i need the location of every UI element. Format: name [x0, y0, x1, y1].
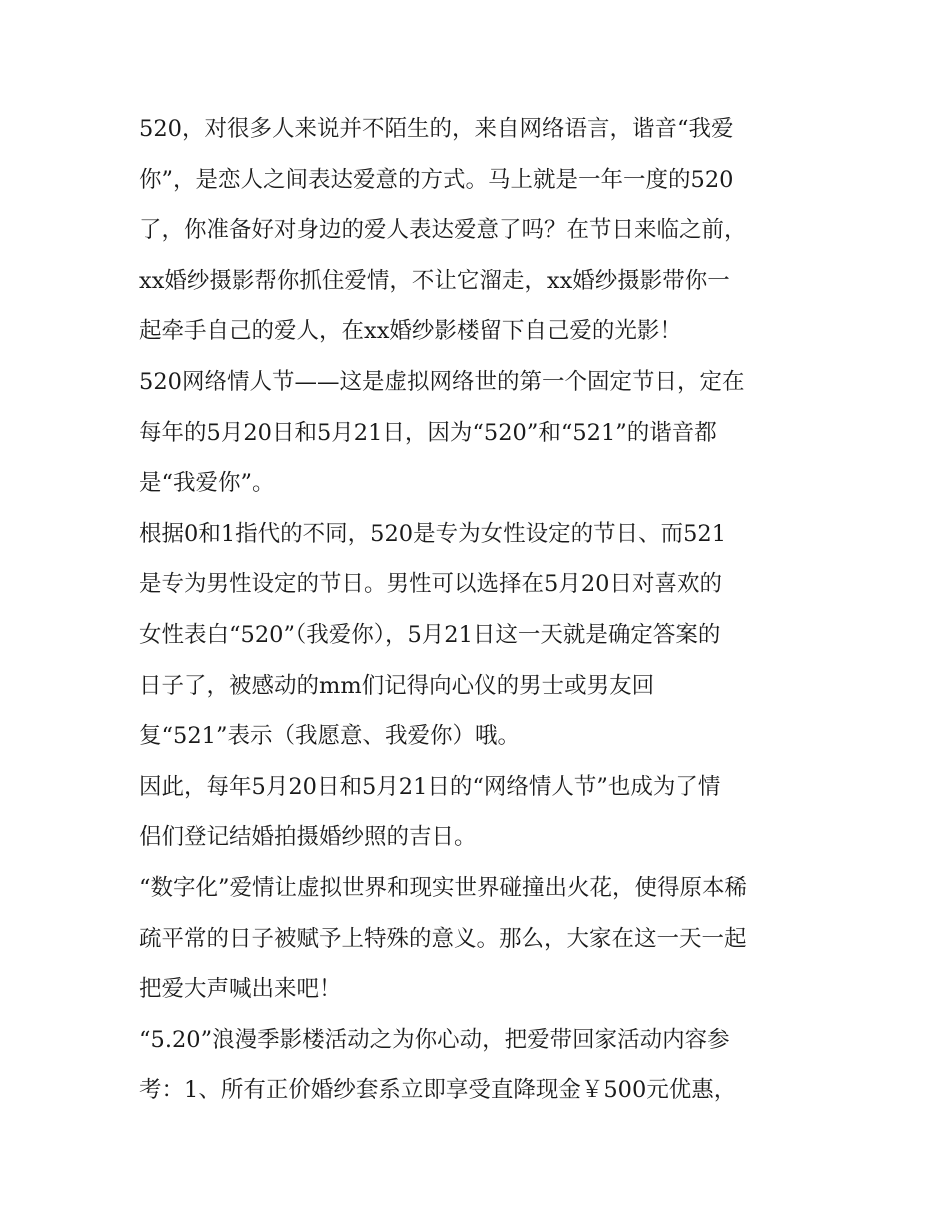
- text-line: 起牵手自己的爱人，在xx婚纱影楼留下自己爱的光影！: [139, 318, 682, 345]
- text-line: 考：1、所有正价婚纱套系立即享受直降现金￥500元优惠，: [139, 1077, 737, 1104]
- text-line: 疏平常的日子被赋予上特殊的意义。那么，大家在这一天一起: [139, 925, 747, 952]
- text-line: 520网络情人节——这是虚拟网络世的第一个固定节日，定在: [139, 368, 745, 395]
- text-line: “5.20”浪漫季影楼活动之为你心动，把爱带回家活动内容参: [139, 1026, 730, 1053]
- text-line: 每年的5月20日和5月21日，因为“520”和“521”的谐音都: [139, 419, 717, 446]
- text-line: 侣们登记结婚拍摄婚纱照的吉日。: [139, 824, 477, 851]
- body-text: [139, 104, 839, 1116]
- text-line: “数字化”爱情让虚拟世界和现实世界碰撞出火花，使得原本稀: [139, 874, 748, 901]
- text-line: xx婚纱摄影帮你抓住爱情，不让它溜走，xx婚纱摄影带你一: [139, 267, 730, 294]
- text-line: 因此，每年5月20日和5月21日的“网络情人节”也成为了情: [139, 773, 721, 800]
- text-line: 了，你准备好对身边的爱人表达爱意了吗？在节日来临之前，: [139, 217, 747, 244]
- text-line: 把爱大声喊出来吧！: [139, 976, 342, 1003]
- text-line: 你”，是恋人之间表达爱意的方式。马上就是一年一度的520: [139, 166, 734, 193]
- text-line: 520，对很多人来说并不陌生的，来自网络语言，谐音“我爱: [139, 116, 734, 142]
- text-line: 日子了，被感动的mm们记得向心仪的男士或男友回: [139, 672, 655, 699]
- text-line: 是“我爱你”。: [139, 470, 275, 497]
- text-line: 是专为男性设定的节日。男性可以选择在5月20日对喜欢的: [139, 571, 722, 598]
- text-line: 根据0和1指代的不同，520是专为女性设定的节日、而521: [139, 520, 727, 547]
- text-line: 女性表白“520”（我爱你），5月21日这一天就是确定答案的: [139, 621, 721, 648]
- text-line: 复“521”表示（我愿意、我爱你）哦。: [139, 723, 520, 750]
